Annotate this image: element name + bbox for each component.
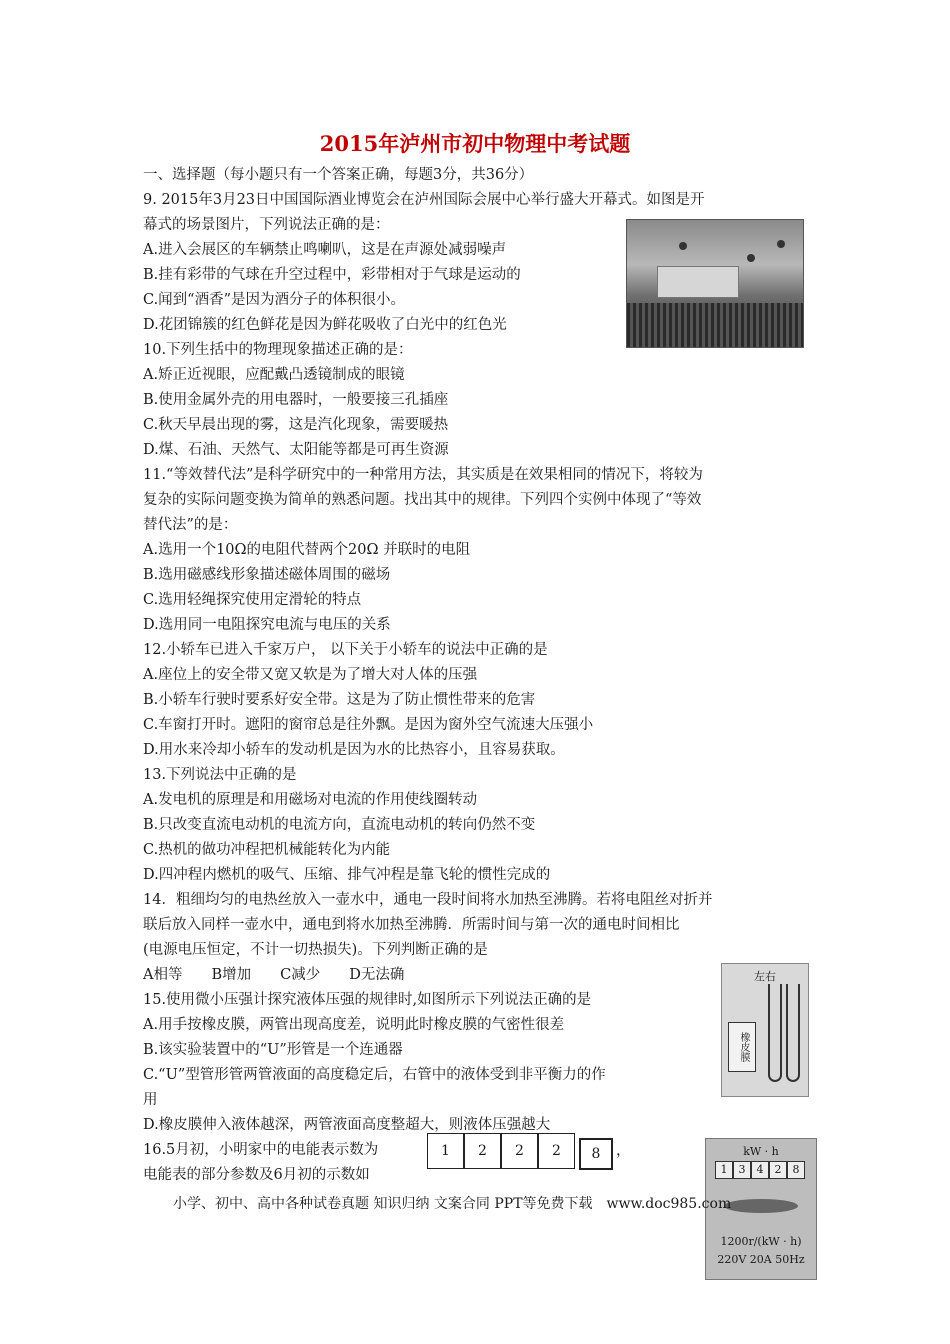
utube-right-arm (786, 984, 800, 1082)
text-line: C.闻到“酒香”是因为酒分子的体积很小。 (143, 292, 406, 308)
meter-spec-rating: 220V 20A 50Hz (717, 1253, 805, 1266)
pressure-gauge-diagram (721, 963, 809, 1097)
photo-crowd (627, 303, 803, 347)
meter-digit-box: 2 (538, 1133, 575, 1169)
text-line: A.发电机的原理是和用磁场对电流的作用使线圈转动 (143, 792, 478, 808)
text-line: 复杂的实际问题变换为简单的熟悉问题。找出其中的规律。下列四个实例中体现了“等效 (143, 492, 702, 508)
meter-digit-box-decimal: 8 (579, 1138, 613, 1170)
text-line: A.选用一个10Ω的电阻代替两个20Ω 并联时的电阻 (143, 542, 471, 558)
meter-digit: 2 (769, 1161, 787, 1179)
photo-balloon (747, 254, 755, 262)
text-line: A.进入会展区的车辆禁止鸣喇叭，这是在声源处减弱噪声 (143, 242, 507, 258)
page-title: 2015年泸州市初中物理中考试题 (319, 131, 631, 156)
meter-digit-box: 2 (501, 1133, 538, 1169)
meter-digit: 1 (715, 1161, 733, 1179)
text-line: 一、选择题（每小题只有一个答案正确，每题3分，共36分） (143, 167, 534, 183)
text-line: A.座位上的安全带又宽又软是为了增大对人体的压强 (143, 667, 478, 683)
photo-balloon (777, 240, 785, 248)
text-line: D.选用同一电阻探究电流与电压的关系 (143, 617, 391, 633)
text-line: B.挂有彩带的气球在升空过程中，彩带相对于气球是运动的 (143, 267, 521, 283)
meter-unit: kW · h (743, 1145, 779, 1158)
meter-digit-box: 2 (464, 1133, 501, 1169)
text-line: 13.下列说法中正确的是 (143, 767, 297, 783)
meter-digit: 8 (787, 1161, 805, 1179)
meter-digit-box: 1 (427, 1133, 464, 1169)
footer-ad: 小学、初中、高中各种试卷真题 知识归纳 文案合同 PPT等免费下载 www.doc985.com (173, 1196, 732, 1212)
text-line: 15.使用微小压强计探究液体压强的规律时,如图所示下列说法正确的是 (143, 992, 592, 1008)
text-line: 11.“等效替代法”是科学研究中的一种常用方法，其实质是在效果相同的情况下，将较为 (143, 467, 703, 483)
text-line: 14．粗细均匀的电热丝放入一壶水中，通电一段时间将水加热至沸腾。若将电阻丝对折并 (143, 892, 713, 908)
utube-label: 左右 (754, 970, 776, 983)
text-line: D.四冲程内燃机的吸气、压缩、排气冲程是靠飞轮的惯性完成的 (143, 867, 551, 883)
meter-digits (715, 1161, 805, 1179)
text-line: A.矫正近视眼，应配戴凸透镜制成的眼镜 (143, 367, 405, 383)
text-line: C.“U”型管形管两管液面的高度稳定后，右管中的液体受到非平衡力的作 (143, 1067, 606, 1083)
text-line: 10.下列生括中的物理现象描述正确的是： (143, 342, 413, 358)
text-line: C.热机的做功冲程把机械能转化为内能 (143, 842, 391, 858)
text-line: D.花团锦簇的红色鲜花是因为鲜花吸收了白光中的红色光 (143, 317, 507, 333)
text-line: 幕式的场景图片，下列说法正确的是： (143, 217, 390, 233)
text-line: 替代法”的是： (143, 517, 238, 533)
text-line: B.该实验装置中的“U”形管是一个连通器 (143, 1042, 403, 1058)
meter-spec-rev: 1200r/(kW · h) (720, 1235, 802, 1248)
opening-ceremony-photo (626, 219, 804, 348)
text-line: B.选用磁感线形象描述磁体周围的磁场 (143, 567, 391, 583)
text-line: 12.小轿车已进入千家万户， 以下关于小轿车的说法中正确的是 (143, 642, 548, 658)
text-line: B.只改变直流电动机的电流方向，直流电动机的转向仍然不变 (143, 817, 536, 833)
photo-balloon (679, 242, 687, 250)
text-line: B.使用金属外壳的用电器时，一般要接三孔插座 (143, 392, 449, 408)
text-line: A.用手按橡皮膜，两管出现高度差，说明此时橡皮膜的气密性很差 (143, 1017, 565, 1033)
meter-digit: 3 (733, 1161, 751, 1179)
text-line: (电源电压恒定，不计一切热损失)。下列判断正确的是 (143, 942, 488, 958)
utube-left-arm (768, 984, 782, 1082)
photo-building (657, 266, 739, 298)
text-line: 16.5月初，小明家中的电能表示数为 (143, 1142, 379, 1158)
text-line: D.用水来冷却小轿车的发动机是因为水的比热容小，且容易获取。 (143, 742, 565, 758)
meter-digit: 4 (751, 1161, 769, 1179)
text-line: C.车窗打开时。遮阳的窗帘总是往外飘。是因为窗外空气流速大压强小 (143, 717, 594, 733)
text-line: D.橡皮膜伸入液体越深，两管液面高度整超大，则液体压强越大 (143, 1117, 551, 1133)
utube-sensor: 橡皮膜 (728, 1022, 756, 1072)
meter-reading-boxes (427, 1133, 613, 1169)
text-line: 用 (143, 1092, 158, 1108)
meter-dial (724, 1199, 798, 1213)
text-line: D.煤、石油、天然气、太阳能等都是可再生资源 (143, 442, 449, 458)
text-line: C.选用轻绳探究使用定滑轮的特点 (143, 592, 362, 608)
text-line: 电能表的部分参数及6月初的示数如 (143, 1167, 370, 1183)
text-line: 9. 2015年3月23日中国国际酒业博览会在泸州国际会展中心举行盛大开幕式。如图是开 (143, 192, 705, 208)
text-line: C.秋天早晨出现的雾，这是汽化现象，需要暖热 (143, 417, 449, 433)
after-boxes-punct: ， (616, 1143, 631, 1159)
text-line: B.小轿车行驶时要系好安全带。这是为了防止惯性带来的危害 (143, 692, 536, 708)
text-line: A相等 B增加 C减少 D无法确 (143, 967, 405, 983)
text-line: 联后放入同样一壶水中，通电到将水加热至沸腾．所需时间与第一次的通电时间相比 (143, 917, 680, 933)
